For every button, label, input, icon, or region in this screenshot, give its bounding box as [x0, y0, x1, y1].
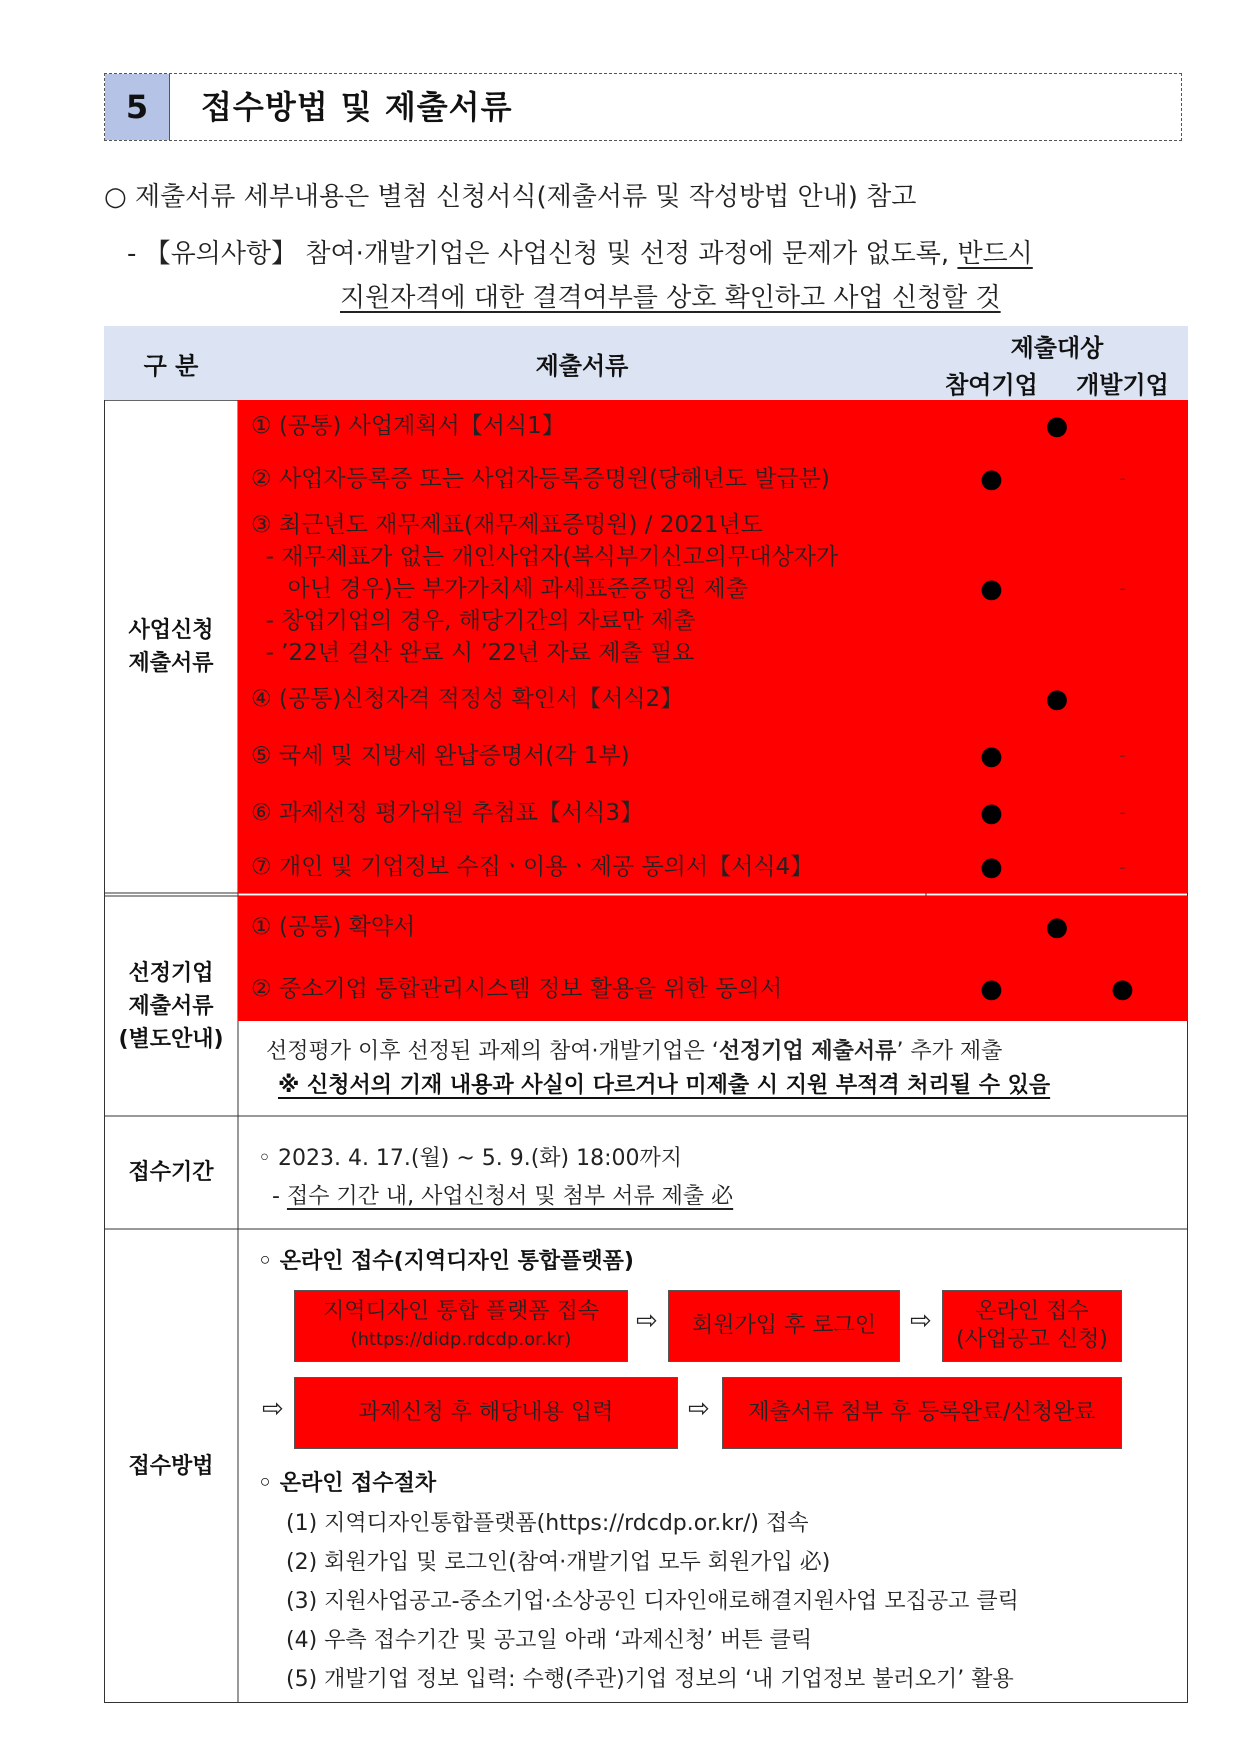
- flow-step-text: (사업공고 신청): [956, 1327, 1108, 1352]
- period-note-prefix: -: [272, 1184, 287, 1209]
- header-participant: 참여기업: [926, 364, 1057, 400]
- document-item-line: ⑥ 과제선정 평가위원 추첨표【서식3】: [251, 799, 644, 826]
- target-both-mark: ●: [1045, 410, 1069, 441]
- procedure-step: (2) 회원가입 및 로그인(참여·개발기업 모두 회원가입 必): [286, 1550, 831, 1575]
- developer-mark: -: [1119, 802, 1126, 823]
- category-method: 접수방법: [128, 1453, 214, 1479]
- document-item: [238, 451, 926, 506]
- document-item: [238, 400, 926, 451]
- intro-note-emphasis: 반드시: [957, 239, 1033, 269]
- flow-arrow-icon: ⇨: [636, 1306, 658, 1336]
- document-item-line: 아닌 경우)는 부가가치세 과세표준증명원 제출: [251, 575, 748, 602]
- flow-step-box: [294, 1377, 678, 1449]
- target-both-mark: ●: [1045, 684, 1069, 714]
- intro-note-prefix: - 【유의사항】 참여·개발기업은 사업신청 및 선정 과정에 문제가 없도록,: [127, 239, 958, 269]
- document-item-line: - 재무제표가 없는 개인사업자(복식부기신고의무대상자가: [251, 543, 839, 570]
- document-item-line: ② 중소기업 통합관리시스템 정보 활용을 위한 동의서: [251, 976, 783, 1002]
- flow-step-box: [668, 1290, 900, 1362]
- intro-reference-line: ○ 제출서류 세부내용은 별첨 신청서식(제출서류 및 작성방법 안내) 참고: [104, 182, 917, 212]
- note-text-end: ’ 추가 제출: [896, 1039, 1003, 1064]
- document-item-line: ⑤ 국세 및 지방세 완납증명서(각 1부): [251, 742, 630, 769]
- participant-mark: ●: [980, 573, 1003, 604]
- online-title: ◦ 온라인 접수(지역디자인 통합플랫폼): [258, 1249, 634, 1274]
- flow-step-text: 과제신청 후 해당내용 입력: [358, 1400, 614, 1425]
- developer-mark: ●: [1111, 974, 1134, 1004]
- category-line: (별도안내): [118, 1026, 224, 1052]
- header-target: 제출대상: [926, 326, 1188, 364]
- participant-mark: ●: [980, 740, 1003, 771]
- document-item: [238, 841, 926, 893]
- note-bold: 선정기업 제출서류: [718, 1039, 897, 1064]
- flow-step-box: [722, 1377, 1122, 1449]
- procedure-step: (5) 개발기업 정보 입력: 수행(주관)기업 정보의 ‘내 기업정보 불러오기’ 활용: [286, 1667, 1014, 1692]
- section-number: 5: [105, 74, 170, 140]
- flow-step-text: 회원가입 후 로그인: [691, 1313, 876, 1338]
- document-item-line: ⑦ 개인 및 기업정보 수집ㆍ이용ㆍ제공 동의서【서식4】: [251, 854, 814, 880]
- document-item: [238, 784, 926, 841]
- developer-mark: -: [1119, 468, 1126, 489]
- procedure-step: (1) 지역디자인통합플랫폼(https://rdcdp.or.kr/) 접속: [286, 1511, 809, 1536]
- document-item-line: ① (공통) 사업계획서【서식1】: [251, 412, 565, 439]
- developer-mark: -: [1119, 578, 1126, 599]
- category-line: 선정기업: [128, 960, 214, 986]
- category-line: 사업신청: [128, 617, 214, 643]
- developer-mark: -: [1119, 856, 1126, 878]
- target-both-mark: ●: [1045, 911, 1069, 942]
- participant-mark: ●: [980, 852, 1003, 882]
- flow-step-box: [942, 1290, 1122, 1362]
- submission-table: [104, 326, 1188, 1703]
- procedure-step: (4) 우측 접수기간 및 공고일 아래 ‘과제신청’ 버튼 클릭: [286, 1628, 813, 1653]
- period-note: [272, 1179, 733, 1210]
- flow-step-text: 온라인 접수: [975, 1299, 1089, 1324]
- document-item-line: - ’22년 결산 완료 시 ’22년 자료 제출 필요: [251, 639, 695, 666]
- period-note-text: 접수 기간 내, 사업신청서 및 첨부 서류 제출 必: [286, 1184, 734, 1209]
- category-selected-docs: [104, 896, 238, 1116]
- period-dates: ◦ 2023. 4. 17.(월) ~ 5. 9.(화) 18:00까지: [258, 1146, 683, 1171]
- document-item: [238, 727, 926, 784]
- header-category: 구 분: [104, 326, 238, 400]
- header-docs: 제출서류: [238, 326, 926, 400]
- flow-step-text: 제출서류 첨부 후 등록완료/신청완료: [748, 1400, 1096, 1425]
- section-title: 접수방법 및 제출서류: [201, 88, 513, 126]
- selected-docs-warning: ※ 신청서의 기재 내용과 사실이 다르거나 미제출 시 지원 부적격 처리될 수 있음: [278, 1073, 1051, 1098]
- category-business-docs: [104, 400, 238, 893]
- participant-mark: ●: [980, 463, 1003, 494]
- flow-step-box: [294, 1290, 628, 1362]
- intro-note-line: [127, 233, 1033, 270]
- flow-step-text: (https://didp.rdcdp.or.kr): [350, 1329, 572, 1350]
- procedure-step: (3) 지원사업공고-중소기업·소상공인 디자인애로해결지원사업 모집공고 클릭: [286, 1589, 1019, 1614]
- steps-title: ◦ 온라인 접수절차: [258, 1471, 437, 1496]
- category-line: 제출서류: [128, 650, 214, 676]
- participant-mark: ●: [980, 974, 1003, 1004]
- developer-mark: -: [1119, 745, 1126, 766]
- selected-docs-note: [266, 1034, 1002, 1065]
- document-item-line: ③ 최근년도 재무제표(재무제표증명원) / 2021년도: [251, 511, 763, 538]
- participant-mark: ●: [980, 797, 1003, 828]
- flow-step-text: 지역디자인 통합 플랫폼 접속: [322, 1299, 599, 1324]
- document-item: [238, 671, 926, 727]
- document-item-line: - 창업기업의 경우, 해당기간의 자료만 제출: [251, 607, 696, 634]
- document-item: [238, 957, 926, 1021]
- document-item-line: ① (공통) 확약서: [251, 913, 416, 940]
- flow-arrow-icon: ⇨: [262, 1394, 284, 1424]
- note-text: 선정평가 이후 선정된 과제의 참여·개발기업은 ‘: [266, 1039, 719, 1064]
- category-period: 접수기간: [128, 1160, 214, 1185]
- document-item-line: ② 사업자등록증 또는 사업자등록증명원(당해년도 발급분): [251, 465, 830, 492]
- document-item: [238, 896, 926, 957]
- section-header: [104, 73, 1182, 141]
- document-item: [238, 506, 926, 671]
- category-line: 제출서류: [128, 993, 214, 1019]
- header-developer: 개발기업: [1057, 364, 1188, 400]
- intro-note-emphasis-line2: 지원자격에 대한 결격여부를 상호 확인하고 사업 신청할 것: [340, 283, 1001, 313]
- flow-arrow-icon: ⇨: [910, 1306, 932, 1336]
- flow-arrow-icon: ⇨: [688, 1394, 710, 1424]
- document-item-line: ④ (공통)신청자격 적정성 확인서【서식2】: [251, 686, 684, 712]
